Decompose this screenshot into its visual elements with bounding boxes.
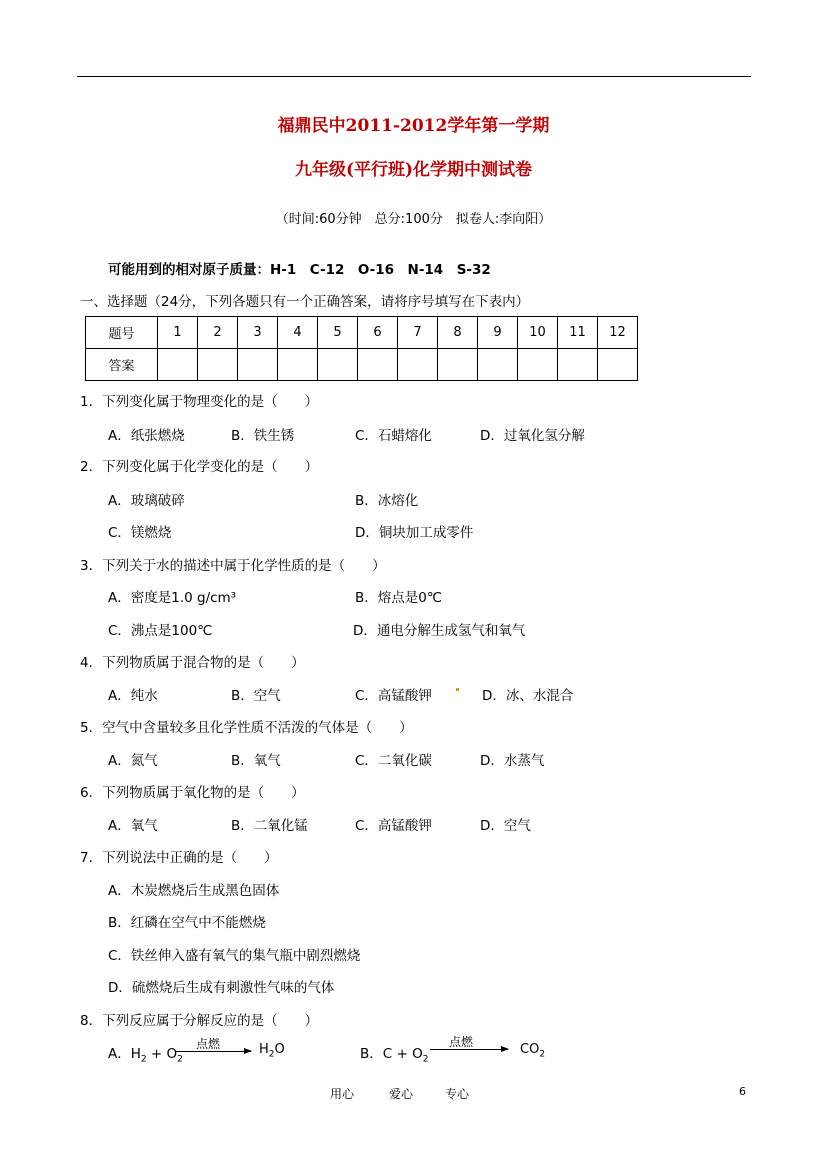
question-stem: 2．下列变化属于化学变化的是（ ） [80,459,319,475]
answer-cell[interactable] [438,349,478,381]
answer-cell[interactable] [238,349,278,381]
question-stem: 6．下列物质属于氧化物的是（ ） [80,785,305,801]
answer-cell[interactable] [198,349,238,381]
question-option: A．木炭燃烧后生成黑色固体 [108,883,280,899]
question-option: A．纯水 [108,688,158,704]
question-stem: 3．下列关于水的描述中属于化学性质的是（ ） [80,558,386,574]
table-cell-number: 2 [198,317,238,349]
q8-a-product-tail: O [274,1042,285,1057]
question-option: B．空气 [231,688,281,704]
question-option: D．铜块加工成零件 [355,525,474,541]
q8-b-condition: 点燃 [449,1035,474,1049]
answer-cell[interactable] [558,349,598,381]
table-cell-number: 12 [598,317,638,349]
question-option: D．硫燃烧后生成有刺激性气味的气体 [108,980,335,996]
q8-b-product: CO [520,1042,540,1057]
q8-a-condition: 点燃 [196,1037,221,1051]
question-option: B．熔点是0℃ [355,590,443,606]
table-cell-number: 1 [158,317,198,349]
table-cell-number: 8 [438,317,478,349]
reaction-arrow-icon [430,1049,508,1050]
footer-item: 用心 [330,1087,355,1101]
page-number: 6 [739,1085,746,1098]
q8-option-a-reactants [108,1042,183,1065]
answer-cell[interactable] [318,349,358,381]
question-stem: 4．下列物质属于混合物的是（ ） [80,655,305,671]
table-cell-number: 11 [558,317,598,349]
table-cell-number: 5 [318,317,358,349]
reaction-arrow-icon [175,1051,251,1052]
q8-b-product-sub: 2 [539,1049,546,1060]
answer-cell[interactable] [518,349,558,381]
q8-a-sub1: 2 [140,1054,147,1065]
q8-option-a-product [259,1042,285,1060]
q8-b-sub: 2 [422,1054,429,1065]
table-cell-label: 答案 [86,349,158,381]
q8-b-prefix: B．C + O [360,1046,423,1062]
question-option: D．空气 [480,818,531,834]
question-option: C．镁燃烧 [108,525,172,541]
question-option: D．过氧化氢分解 [480,428,585,444]
atomic-mass-note: 可能用到的相对原子质量：H-1 C-12 O-16 N-14 S-32 [108,262,491,278]
table-cell-label: 题号 [86,317,158,349]
answer-table [85,316,638,381]
question-option: D．水蒸气 [480,753,545,769]
stray-dot [456,688,459,691]
question-option: B．铁生锈 [231,428,295,444]
question-option: C．二氧化碳 [355,753,432,769]
table-row-numbers [86,317,638,349]
question-option: D．冰、水混合 [482,688,574,704]
answer-cell[interactable] [358,349,398,381]
footer-item: 专心 [445,1087,470,1101]
exam-title-line1: 福鼎民中2011-2012学年第一学期 [277,116,550,136]
question-option: C．高锰酸钾 [355,818,432,834]
question-stem: 8．下列反应属于分解反应的是（ ） [80,1013,319,1029]
q8-a-prefix: A．H [108,1046,141,1062]
table-cell-number: 10 [518,317,558,349]
question-option: C．石蜡熔化 [355,428,432,444]
question-option: C．高锰酸钾 [355,688,432,704]
q8-a-product: H [259,1042,269,1057]
table-row-answers [86,349,638,381]
answer-cell[interactable] [278,349,318,381]
question-option: A．氮气 [108,753,158,769]
q8-a-product-sub: 2 [268,1049,275,1060]
question-option: B．红磷在空气中不能燃烧 [108,915,266,931]
question-stem: 5．空气中含量较多且化学性质不活泼的气体是（ ） [80,720,413,736]
table-cell-number: 7 [398,317,438,349]
question-stem: 7．下列说法中正确的是（ ） [80,850,278,866]
question-option: A．玻璃破碎 [108,493,185,509]
question-option: B．冰熔化 [355,493,419,509]
question-option: C．沸点是100℃ [108,623,213,639]
q8-a-plus: + O [146,1046,178,1062]
q8-a-sub2: 2 [177,1054,183,1065]
footer-item: 爱心 [389,1087,414,1101]
question-option: A．纸张燃烧 [108,428,185,444]
question-option: A．氧气 [108,818,158,834]
header-rule [77,76,751,77]
question-option: C．铁丝伸入盛有氧气的集气瓶中剧烈燃烧 [108,948,361,964]
table-cell-number: 3 [238,317,278,349]
table-cell-number: 9 [478,317,518,349]
question-option: D．通电分解生成氢气和氧气 [353,623,526,639]
question-option: B．二氧化锰 [231,818,308,834]
question-option: B．氧气 [231,753,281,769]
table-cell-number: 4 [278,317,318,349]
q8-option-b-product [520,1042,545,1060]
answer-cell[interactable] [398,349,438,381]
section1-heading: 一、选择题（24分，下列各题只有一个正确答案，请将序号填写在下表内） [80,294,530,310]
question-stem: 1．下列变化属于物理变化的是（ ） [80,394,319,410]
q8-option-b-reactants [360,1042,428,1065]
question-option: A．密度是1.0 g/cm³ [108,590,237,606]
table-cell-number: 6 [358,317,398,349]
answer-cell[interactable] [598,349,638,381]
exam-title-line2: 九年级(平行班)化学期中测试卷 [294,160,533,180]
exam-subtitle: （时间:60分钟 总分:100分 拟卷人:李向阳） [275,212,552,227]
answer-cell[interactable] [478,349,518,381]
answer-cell[interactable] [158,349,198,381]
